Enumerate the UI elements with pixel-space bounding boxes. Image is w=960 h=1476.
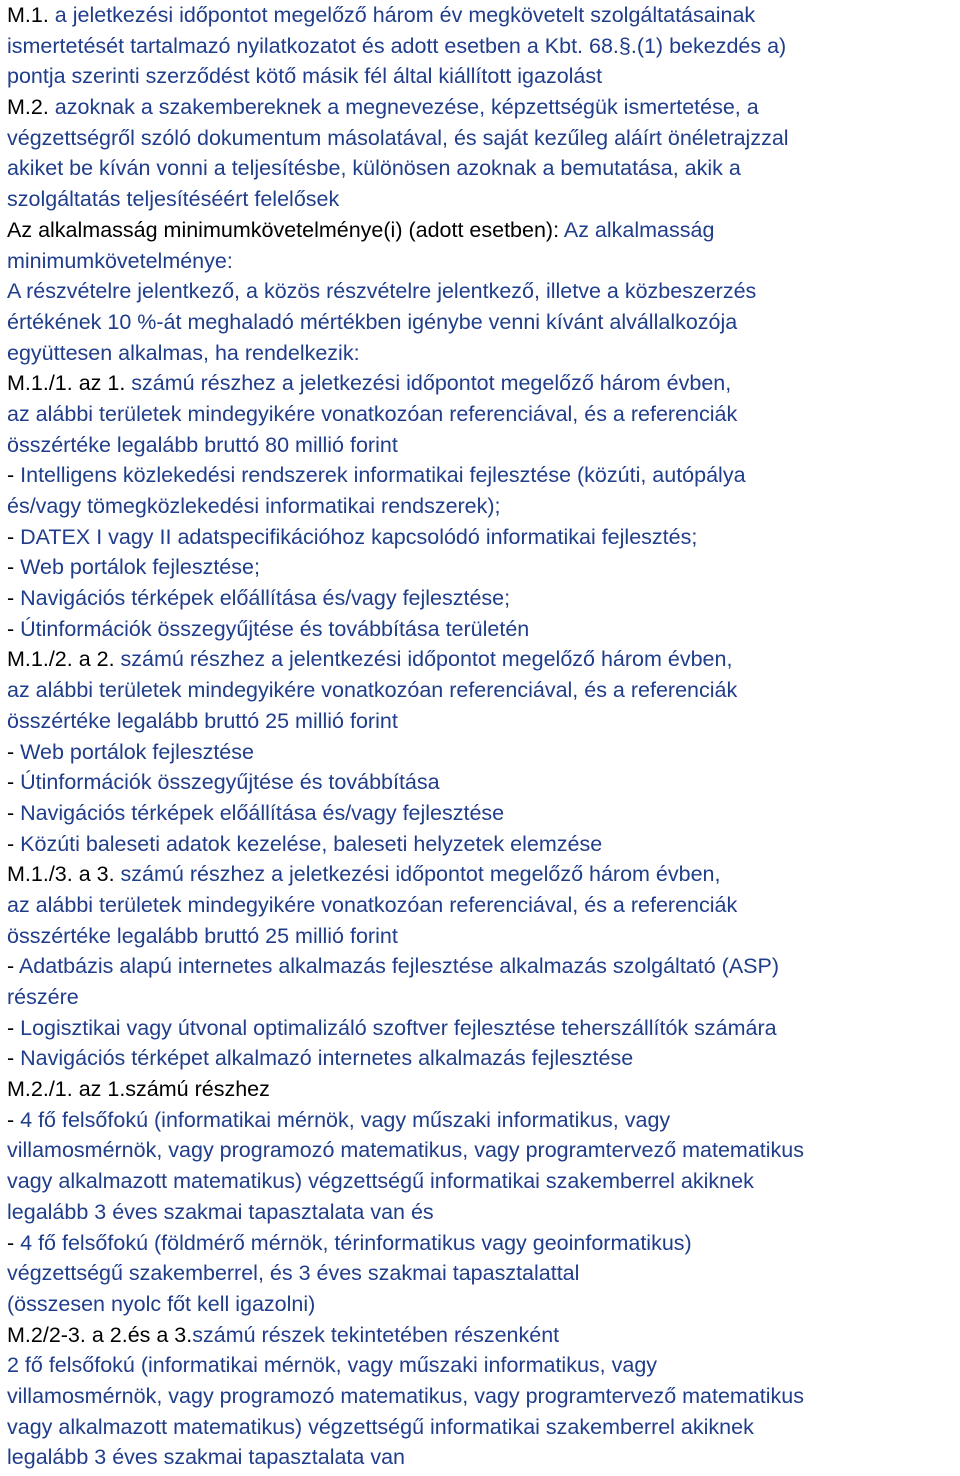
line-body-text: szolgáltatás teljesítéséért felelősek bbox=[7, 187, 340, 212]
line-body-text: Közúti baleseti adatok kezelése, baleseti helyzetek elemzése bbox=[20, 831, 603, 856]
line-lead-text: M.1. bbox=[7, 3, 49, 27]
document-line bbox=[7, 859, 957, 890]
line-body-text: (összesen nyolc főt kell igazolni) bbox=[7, 1291, 316, 1316]
document-line bbox=[7, 552, 957, 583]
document-line bbox=[7, 123, 957, 154]
line-body-text: Intelligens közlekedési rendszerek informatikai fejlesztése (közúti, autópálya bbox=[20, 463, 746, 488]
line-lead-text: - bbox=[7, 739, 21, 764]
line-body-text: Adatbázis alapú internetes alkalmazás fejlesztése alkalmazás szolgáltató (ASP) bbox=[18, 954, 780, 979]
document-line bbox=[7, 153, 957, 184]
document-line bbox=[7, 644, 957, 675]
document-line bbox=[7, 215, 957, 246]
line-lead-text: - bbox=[7, 616, 21, 641]
line-lead-text: - bbox=[7, 831, 21, 856]
document-line bbox=[7, 460, 957, 491]
document-line bbox=[7, 1381, 957, 1412]
document-line bbox=[7, 706, 957, 737]
line-body-text: minimumkövetelménye: bbox=[7, 248, 233, 273]
document-line bbox=[7, 1105, 957, 1136]
document-line bbox=[7, 737, 957, 768]
line-body-text: 2 fő felsőfokú (informatikai mérnök, vagy műszaki informatikus, vagy bbox=[7, 1353, 658, 1378]
line-body-text: A részvételre jelentkező, a közös részvételre jelentkező, illetve a közbeszerzés bbox=[7, 279, 757, 304]
document-line bbox=[7, 1412, 957, 1443]
line-body-text: akiket be kíván vonni a teljesítésbe, különösen azoknak a bemutatása, akik a bbox=[7, 156, 741, 181]
document-line bbox=[7, 890, 957, 921]
line-lead-text: M.1./2. a 2. bbox=[7, 647, 115, 672]
line-body-text: pontja szerinti szerződést kötő másik fél által kiállított igazolást bbox=[7, 64, 603, 89]
line-body-text: Web portálok fejlesztése; bbox=[20, 555, 260, 580]
line-body-text: Az alkalmasság bbox=[559, 217, 715, 242]
line-body-text: az alábbi területek mindegyikére vonatkozóan referenciával, és a referenciák bbox=[7, 401, 738, 426]
document-line bbox=[7, 184, 957, 215]
line-lead-text: - bbox=[7, 954, 19, 979]
line-body-text: összértéke legalább bruttó 25 millió forint bbox=[7, 708, 398, 733]
line-body-text: legalább 3 éves szakmai tapasztalata van és bbox=[7, 1199, 434, 1224]
line-body-text: Logisztikai vagy útvonal optimalizáló szoftver fejlesztése teherszállítók számára bbox=[20, 1015, 777, 1040]
line-body-text: Web portálok fejlesztése bbox=[20, 739, 254, 764]
line-lead-text: - bbox=[7, 1015, 21, 1040]
line-body-text: 4 fő felsőfokú (informatikai mérnök, vagy műszaki informatikus, vagy bbox=[20, 1107, 671, 1132]
line-body-text: és/vagy tömegközlekedési informatikai rendszerek); bbox=[7, 494, 501, 518]
line-body-text: összértéke legalább bruttó 25 millió forint bbox=[7, 923, 398, 948]
line-body-text: együttesen alkalmas, ha rendelkezik: bbox=[7, 340, 360, 365]
document-line bbox=[7, 1013, 957, 1044]
document-line bbox=[7, 1166, 957, 1197]
line-body-text: végzettségű szakemberrel, és 3 éves szakmai tapasztalattal bbox=[7, 1261, 580, 1286]
line-body-text: DATEX I vagy II adatspecifikációhoz kapcsolódó informatikai fejlesztés; bbox=[20, 524, 698, 549]
line-body-text: összértéke legalább bruttó 80 millió forint bbox=[7, 432, 398, 457]
line-body-text: Útinformációk összegyűjtése és továbbítása bbox=[20, 770, 440, 795]
document-line bbox=[7, 583, 957, 614]
document-line bbox=[7, 1197, 957, 1228]
document-body bbox=[7, 0, 957, 1473]
document-line bbox=[7, 338, 957, 369]
line-body-text: legalább 3 éves szakmai tapasztalata van bbox=[7, 1445, 405, 1470]
line-lead-text: M.2. bbox=[7, 95, 49, 120]
document-line bbox=[7, 368, 957, 399]
line-lead-text: - bbox=[7, 463, 21, 488]
document-line bbox=[7, 1442, 957, 1473]
line-body-text: számú részek tekintetében részenként bbox=[192, 1322, 560, 1347]
document-line bbox=[7, 829, 957, 860]
line-body-text: számú részhez a jelentkezési időpontot megelőző három évben, bbox=[114, 647, 733, 672]
line-body-text: villamosmérnök, vagy programozó matematikus, vagy programtervező matematikus bbox=[7, 1383, 804, 1408]
line-body-text: végzettségről szóló dokumentum másolatával, és saját kezűleg aláírt önéletrajzzal bbox=[7, 125, 789, 150]
document-line bbox=[7, 491, 957, 522]
line-body-text: az alábbi területek mindegyikére vonatkozóan referenciával, és a referenciák bbox=[7, 678, 738, 703]
line-body-text: Útinformációk összegyűjtése és továbbítása területén bbox=[20, 616, 530, 641]
document-line bbox=[7, 1320, 957, 1351]
line-lead-text: - bbox=[7, 770, 21, 795]
line-lead-text: M.2./1. az 1.számú részhez bbox=[7, 1077, 270, 1102]
line-body-text: azoknak a szakembereknek a megnevezése, képzettségük ismertetése, a bbox=[48, 95, 759, 120]
line-body-text: ismertetését tartalmazó nyilatkozatot és adott esetben a Kbt. 68.§.(1) bekezdés a) bbox=[7, 33, 787, 58]
document-line bbox=[7, 31, 957, 62]
line-lead-text: - bbox=[7, 1107, 21, 1132]
line-lead-text: M.1./1. az 1. bbox=[7, 371, 126, 396]
line-body-text: a jeletkezési időpontot megelőző három év megkövetelt szolgáltatásainak bbox=[48, 3, 756, 27]
line-body-text: az alábbi területek mindegyikére vonatkozóan referenciával, és a referenciák bbox=[7, 892, 738, 917]
line-lead-text: - bbox=[7, 1046, 21, 1071]
document-line bbox=[7, 1228, 957, 1259]
document-line bbox=[7, 614, 957, 645]
line-body-text: részére bbox=[7, 985, 79, 1009]
line-lead-text: M.2/2-3. a 2.és a 3. bbox=[7, 1322, 193, 1347]
document-line bbox=[7, 982, 957, 1013]
document-line bbox=[7, 798, 957, 829]
document-line bbox=[7, 399, 957, 430]
document-line bbox=[7, 307, 957, 338]
document-line bbox=[7, 1074, 957, 1105]
document-line bbox=[7, 767, 957, 798]
document-line bbox=[7, 92, 957, 123]
document-line bbox=[7, 951, 957, 982]
line-lead-text: - bbox=[7, 555, 21, 580]
line-body-text: Navigációs térképek előállítása és/vagy fejlesztése bbox=[20, 800, 505, 825]
line-lead-text: - bbox=[7, 524, 21, 549]
document-line bbox=[7, 522, 957, 553]
document-line bbox=[7, 1043, 957, 1074]
line-lead-text: - bbox=[7, 586, 21, 611]
document-line bbox=[7, 276, 957, 307]
line-body-text: értékének 10 %-át meghaladó mértékben igénybe venni kívánt alvállalkozója bbox=[7, 309, 738, 334]
line-body-text: Navigációs térképet alkalmazó internetes alkalmazás fejlesztése bbox=[20, 1046, 634, 1071]
line-body-text: számú részhez a jeletkezési időpontot megelőző három évben, bbox=[114, 862, 721, 887]
line-lead-text: M.1./3. a 3. bbox=[7, 862, 115, 887]
document-line bbox=[7, 246, 957, 277]
line-body-text: számú részhez a jeletkezési időpontot megelőző három évben, bbox=[125, 371, 732, 396]
line-lead-text: - bbox=[7, 800, 21, 825]
document-line bbox=[7, 430, 957, 461]
line-body-text: vagy alkalmazott matematikus) végzettségű informatikai szakemberrel akiknek bbox=[7, 1169, 754, 1194]
line-body-text: Navigációs térképek előállítása és/vagy fejlesztése; bbox=[20, 586, 511, 611]
document-line bbox=[7, 1289, 957, 1320]
document-line bbox=[7, 61, 957, 92]
line-body-text: villamosmérnök, vagy programozó matematikus, vagy programtervező matematikus bbox=[7, 1138, 804, 1163]
line-body-text: vagy alkalmazott matematikus) végzettségű informatikai szakemberrel akiknek bbox=[7, 1414, 754, 1439]
line-lead-text: - bbox=[7, 1230, 21, 1255]
line-body-text: 4 fő felsőfokú (földmérő mérnök, térinformatikus vagy geoinformatikus) bbox=[20, 1230, 692, 1255]
document-line bbox=[7, 1135, 957, 1166]
document-line bbox=[7, 675, 957, 706]
document-line bbox=[7, 921, 957, 952]
document-line bbox=[7, 0, 957, 31]
line-lead-text: Az alkalmasság minimumkövetelménye(i) (adott esetben): bbox=[7, 217, 560, 242]
document-line bbox=[7, 1258, 957, 1289]
document-line bbox=[7, 1350, 957, 1381]
